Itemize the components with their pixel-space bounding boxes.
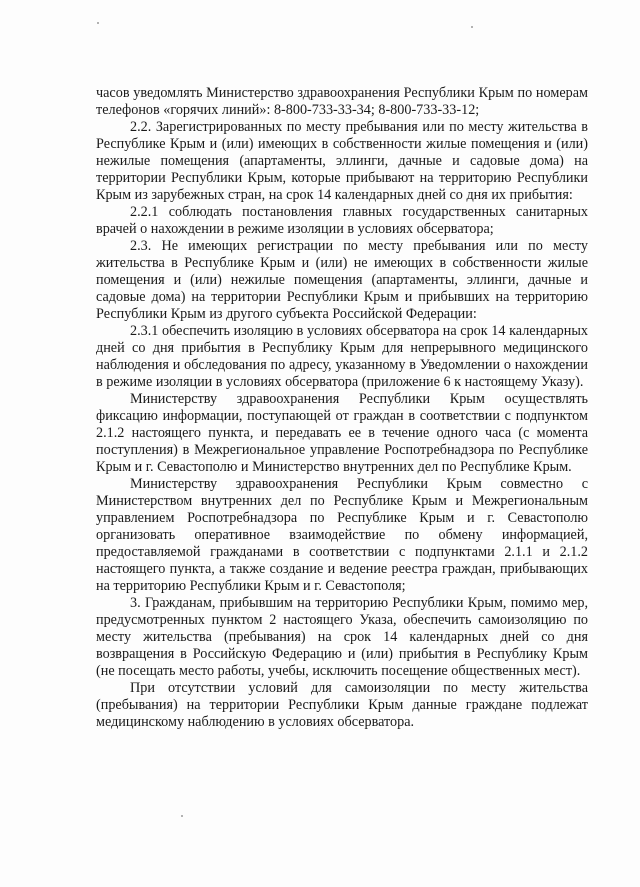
scan-speck — [471, 26, 473, 28]
paragraph-3: 3. Гражданам, прибывшим на территорию Республики Крым, помимо мер, предусмотренных пунктом 2 настоящего Указа, обеспечить самоизоляцию по месту жительства (пребывания) на срок 14 календарных дней со дня возвращения в Российскую Федерацию и (или) прибытия в Республику Крым (не посещать место работы, учебы, исключить посещение общественных мест). — [96, 595, 588, 679]
paragraph-2-2: 2.2. Зарегистрированных по месту пребывания или по месту жительства в Республике Крым и (или) имеющих в собственности жилые помещения и (или) нежилые помещения (апартаменты, эллинги, дачные и садовые дома) на территории Республики Крым, которые прибывают на территорию Республики Крым из зарубежных стран, на срок 14 календарных дней со дня их прибытия: — [96, 119, 588, 203]
paragraph-1: часов уведомлять Министерство здравоохранения Республики Крым по номерам телефонов «горячих линий»: 8-800-733-33-34; 8-800-733-33-12; — [96, 85, 588, 118]
scan-speck — [181, 815, 183, 817]
paragraph-2-3-1: 2.3.1 обеспечить изоляцию в условиях обсерватора на срок 14 календарных дней со дня прибытия в Республику Крым для непрерывного медицинского наблюдения и обследования по адресу, указанному в Уведомлении о нахождении в режиме изоляции в условиях обсерватора (приложение 6 к настоящему Указу). — [96, 323, 588, 390]
paragraph-ministry-cooperation: Министерству здравоохранения Республики Крым совместно с Министерством внутренних дел по Республике Крым и Межрегиональным управлением Роспотребнадзора по Республике Крым и г. Севастополю организовать оперативное взаимодействие по обмену информацией, предоставляемой гражданами в соответствии с подпунктами 2.1.1 и 2.1.2 настоящего пункта, а также создание и ведение реестра граждан, прибывающих на территорию Республики Крым и г. Севастополя; — [96, 476, 588, 594]
paragraph-2-2-1: 2.2.1 соблюдать постановления главных государственных санитарных врачей о нахождении в режиме изоляции в условиях обсерватора; — [96, 204, 588, 237]
paragraph-2-3: 2.3. Не имеющих регистрации по месту пребывания или по месту жительства в Республике Крым и (или) не имеющих в собственности жилые помещения и (или) нежилые помещения (апартаменты, эллинги, дачные и садовые дома) на территории Республики Крым и прибывших на территорию Республики Крым из другого субъекта Российской Федерации: — [96, 238, 588, 322]
scan-speck — [97, 22, 99, 24]
paragraph-ministry-fixation: Министерству здравоохранения Республики Крым осуществлять фиксацию информации, поступающей от граждан в соответствии с подпунктом 2.1.2 настоящего пункта, и передавать ее в течение одного часа (с момента поступления) в Межрегиональное управление Роспотребнадзора по Республике Крым и г. Севастополю и Министерство внутренних дел по Республике Крым. — [96, 391, 588, 475]
paragraph-observation: При отсутствии условий для самоизоляции по месту жительства (пребывания) на территории Республики Крым данные граждане подлежат медицинскому наблюдению в условиях обсерватора. — [96, 680, 588, 730]
document-body — [96, 85, 588, 731]
